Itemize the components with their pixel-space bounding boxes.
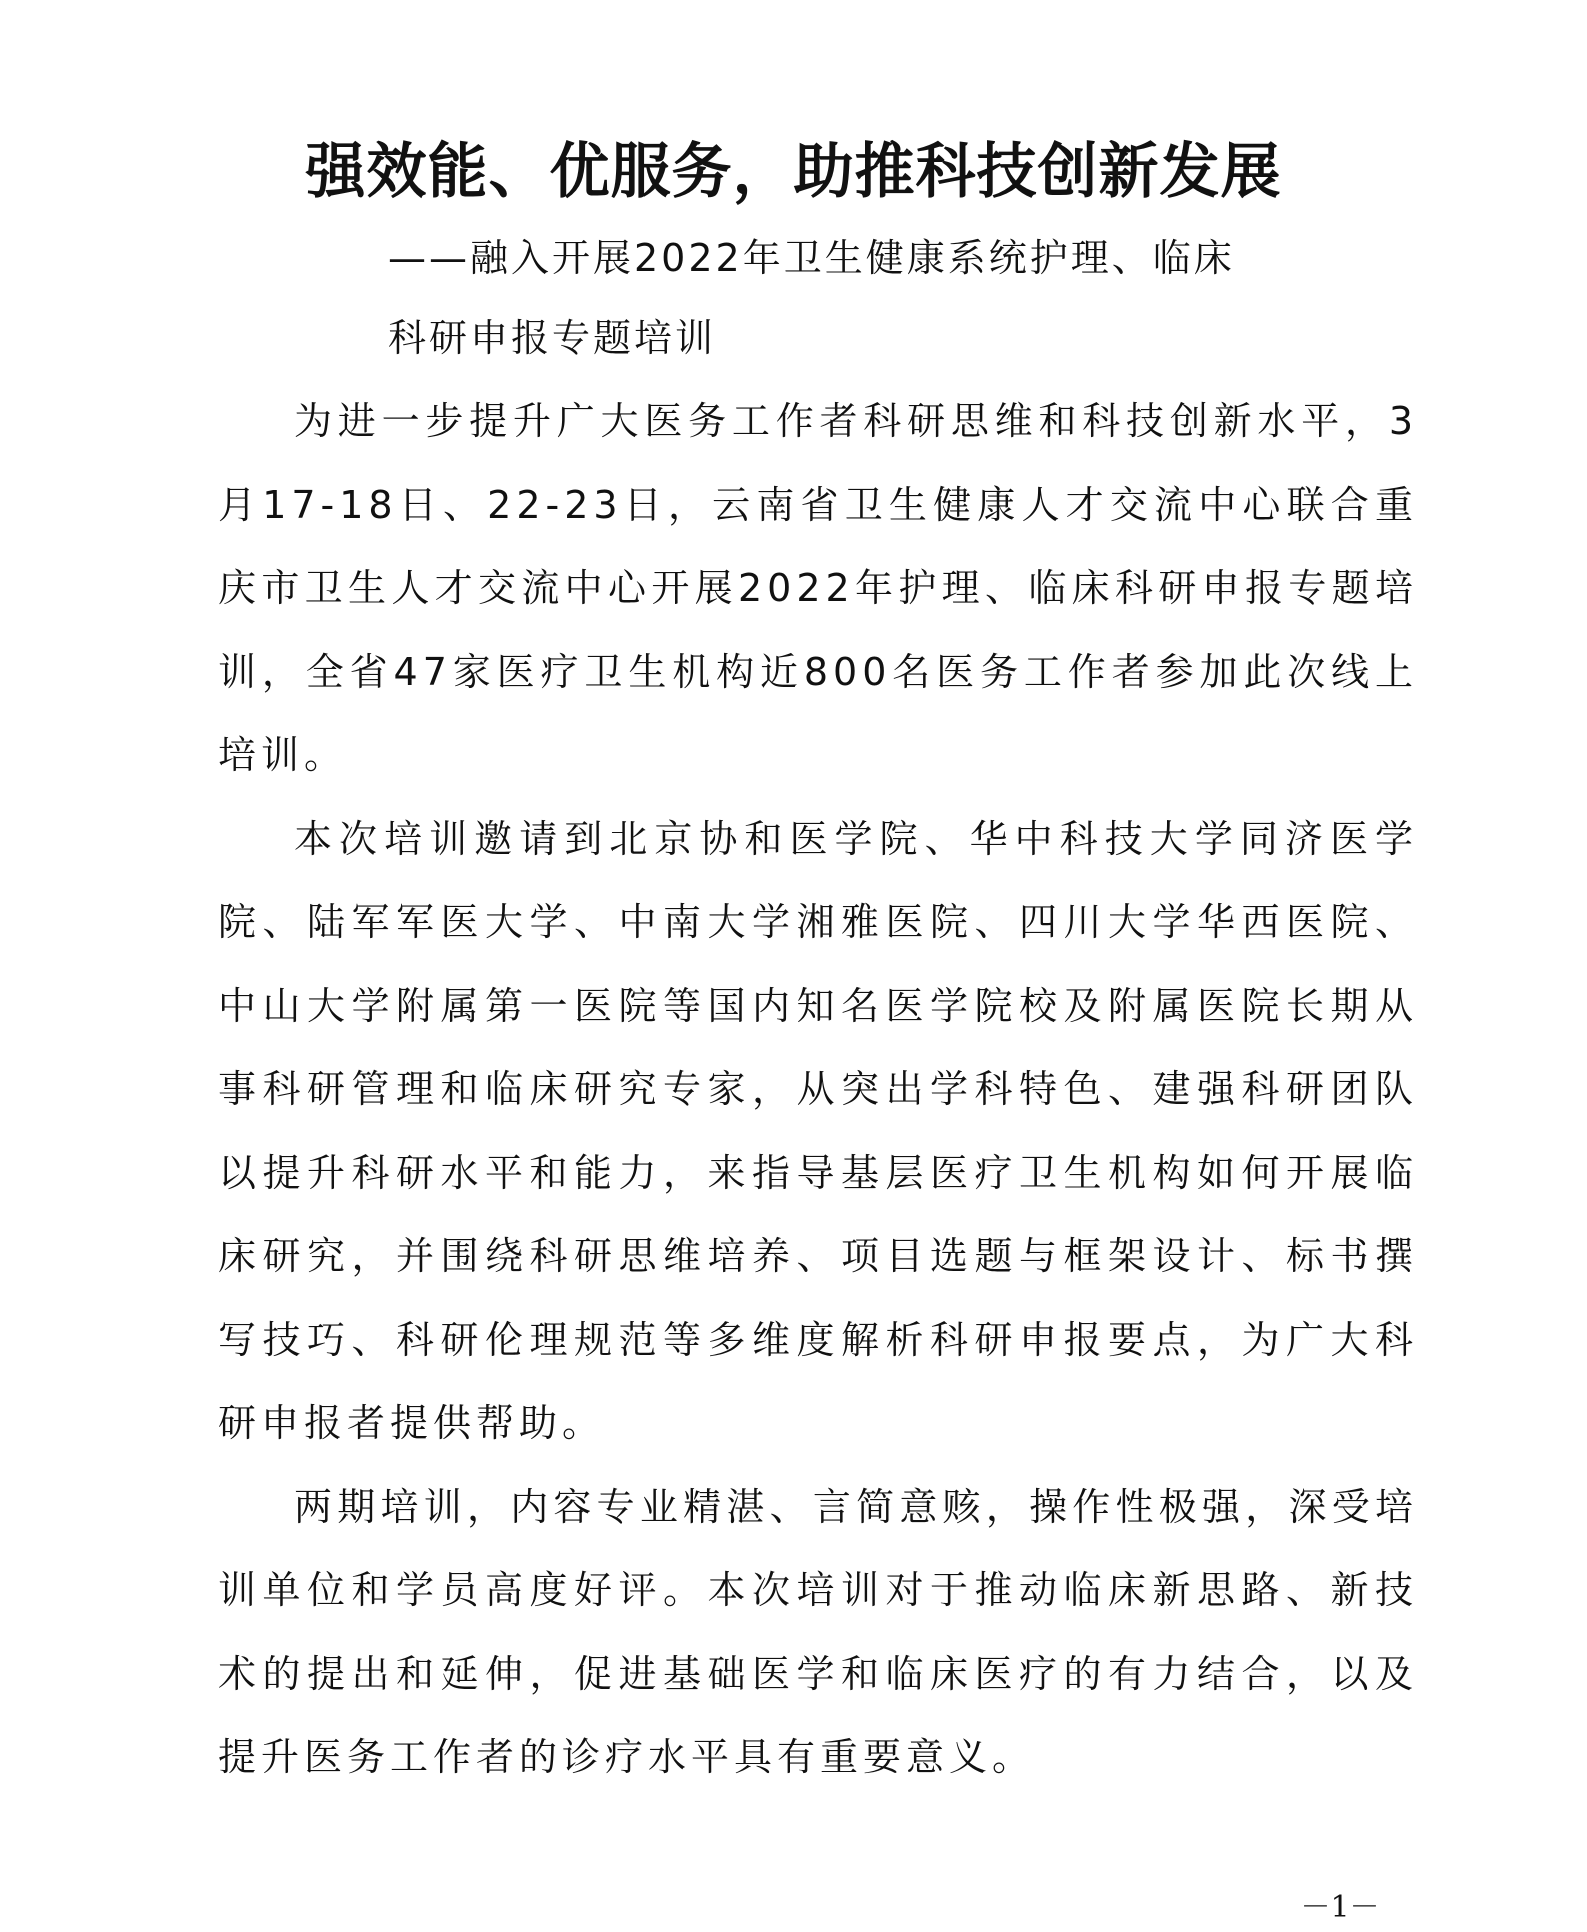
document-body bbox=[218, 380, 1418, 1800]
paragraph-2: 本次培训邀请到北京协和医学院、华中科技大学同济医学院、陆军军医大学、中南大学湘雅医院、四川大学华西医院、中山大学附属第一医院等国内知名医学院校及附属医院长期从事科研管理和临床研究专家，从突出学科特色、建强科研团队以提升科研水平和能力，来指导基层医疗卫生机构如何开展临床研究，并围绕科研思维培养、项目选题与框架设计、标书撰写技巧、科研伦理规范等多维度解析科研申报要点，为广大科研申报者提供帮助。 bbox=[218, 816, 1418, 1445]
document-subtitle-line2: 科研申报专题培训 bbox=[388, 316, 717, 360]
document-subtitle-line1: ——融入开展2022年卫生健康系统护理、临床 bbox=[388, 236, 1235, 280]
document-title: 强效能、优服务，助推科技创新发展 bbox=[305, 137, 1282, 207]
paragraph-1: 为进一步提升广大医务工作者科研思维和科技创新水平，3月17-18日、22-23日，云南省卫生健康人才交流中心联合重庆市卫生人才交流中心开展2022年护理、临床科研申报专题培训，全省47家医疗卫生机构近800名医务工作者参加此次线上培训。 bbox=[218, 399, 1418, 777]
paragraph-3: 两期培训，内容专业精湛、言简意赅，操作性极强，深受培训单位和学员高度好评。本次培训对于推动临床新思路、新技术的提出和延伸，促进基础医学和临床医疗的有力结合，以及提升医务工作者的诊疗水平具有重要意义。 bbox=[218, 1484, 1418, 1779]
page-number: －1－ bbox=[1300, 1890, 1380, 1925]
